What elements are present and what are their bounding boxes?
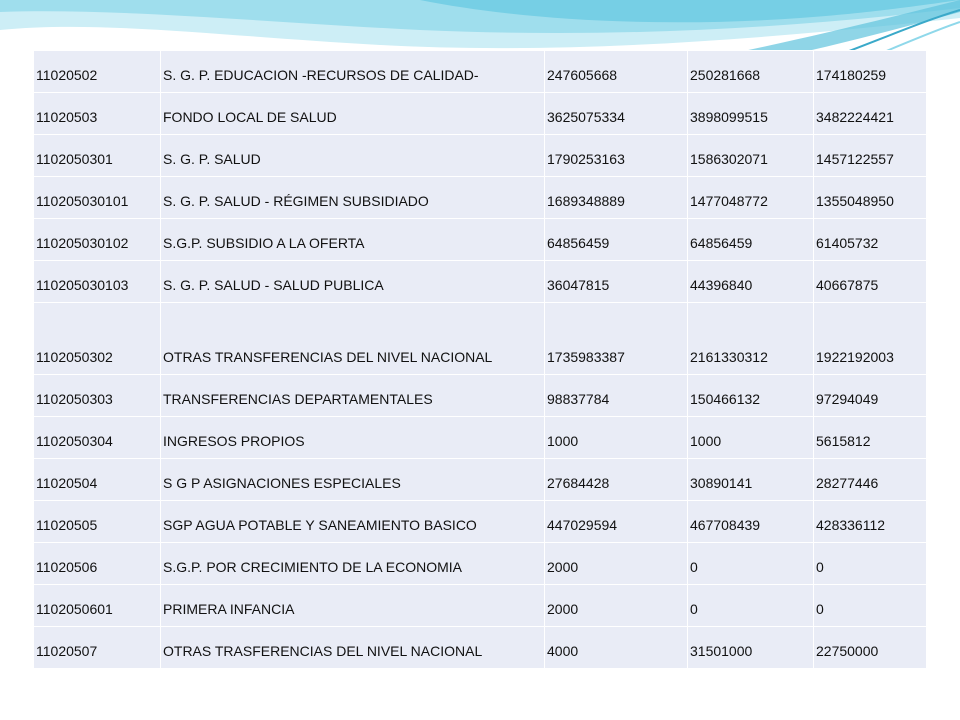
table-row	[34, 51, 927, 93]
value-1-cell: 247605668	[545, 51, 688, 93]
account-name-cell: S.G.P. POR CRECIMIENTO DE LA ECONOMIA	[161, 543, 545, 585]
table-row	[34, 303, 927, 375]
value-3-cell: 428336112	[814, 501, 927, 543]
account-name-cell: S. G. P. SALUD - SALUD PUBLICA	[161, 261, 545, 303]
account-code-cell: 110205030102	[34, 219, 161, 261]
value-1-cell: 27684428	[545, 459, 688, 501]
value-2-cell: 0	[688, 543, 814, 585]
value-2-cell: 2161330312	[688, 303, 814, 375]
account-name-cell: S G P ASIGNACIONES ESPECIALES	[161, 459, 545, 501]
value-3-cell: 1922192003	[814, 303, 927, 375]
table-row	[34, 543, 927, 585]
value-2-cell: 1586302071	[688, 135, 814, 177]
account-code-cell: 11020503	[34, 93, 161, 135]
value-3-cell: 97294049	[814, 375, 927, 417]
table-row	[34, 585, 927, 627]
account-name-cell: S.G.P. SUBSIDIO A LA OFERTA	[161, 219, 545, 261]
account-code-cell: 1102050601	[34, 585, 161, 627]
account-name-cell: PRIMERA INFANCIA	[161, 585, 545, 627]
account-name-cell: INGRESOS PROPIOS	[161, 417, 545, 459]
account-code-cell: 110205030101	[34, 177, 161, 219]
budget-table-container	[33, 50, 926, 669]
value-2-cell: 0	[688, 585, 814, 627]
account-code-cell: 11020502	[34, 51, 161, 93]
value-2-cell: 30890141	[688, 459, 814, 501]
value-2-cell: 467708439	[688, 501, 814, 543]
value-2-cell: 3898099515	[688, 93, 814, 135]
table-row	[34, 219, 927, 261]
value-1-cell: 2000	[545, 543, 688, 585]
value-3-cell: 22750000	[814, 627, 927, 669]
table-row	[34, 135, 927, 177]
value-2-cell: 64856459	[688, 219, 814, 261]
value-3-cell: 174180259	[814, 51, 927, 93]
table-row	[34, 459, 927, 501]
value-1-cell: 1000	[545, 417, 688, 459]
value-1-cell: 4000	[545, 627, 688, 669]
table-row	[34, 177, 927, 219]
table-row	[34, 417, 927, 459]
value-2-cell: 250281668	[688, 51, 814, 93]
account-code-cell: 11020504	[34, 459, 161, 501]
table-row	[34, 501, 927, 543]
value-1-cell: 98837784	[545, 375, 688, 417]
account-name-cell: TRANSFERENCIAS DEPARTAMENTALES	[161, 375, 545, 417]
account-name-cell: SGP AGUA POTABLE Y SANEAMIENTO BASICO	[161, 501, 545, 543]
account-name-cell: FONDO LOCAL DE SALUD	[161, 93, 545, 135]
account-name-cell: OTRAS TRASFERENCIAS DEL NIVEL NACIONAL	[161, 627, 545, 669]
account-code-cell: 110205030103	[34, 261, 161, 303]
value-2-cell: 1000	[688, 417, 814, 459]
value-1-cell: 1790253163	[545, 135, 688, 177]
value-3-cell: 61405732	[814, 219, 927, 261]
account-code-cell: 1102050304	[34, 417, 161, 459]
value-1-cell: 36047815	[545, 261, 688, 303]
table-row	[34, 375, 927, 417]
value-3-cell: 5615812	[814, 417, 927, 459]
account-code-cell: 1102050301	[34, 135, 161, 177]
account-code-cell: 11020507	[34, 627, 161, 669]
value-2-cell: 44396840	[688, 261, 814, 303]
value-1-cell: 1735983387	[545, 303, 688, 375]
table-row	[34, 93, 927, 135]
table-row	[34, 627, 927, 669]
account-code-cell: 1102050302	[34, 303, 161, 375]
account-code-cell: 11020505	[34, 501, 161, 543]
value-1-cell: 64856459	[545, 219, 688, 261]
value-3-cell: 0	[814, 543, 927, 585]
value-2-cell: 31501000	[688, 627, 814, 669]
value-3-cell: 40667875	[814, 261, 927, 303]
account-code-cell: 11020506	[34, 543, 161, 585]
account-name-cell: S. G. P. SALUD	[161, 135, 545, 177]
value-1-cell: 447029594	[545, 501, 688, 543]
value-3-cell: 1355048950	[814, 177, 927, 219]
value-1-cell: 3625075334	[545, 93, 688, 135]
value-3-cell: 3482224421	[814, 93, 927, 135]
account-name-cell: OTRAS TRANSFERENCIAS DEL NIVEL NACIONAL	[161, 303, 545, 375]
account-name-cell: S. G. P. SALUD - RÉGIMEN SUBSIDIADO	[161, 177, 545, 219]
value-2-cell: 1477048772	[688, 177, 814, 219]
value-3-cell: 0	[814, 585, 927, 627]
account-code-cell: 1102050303	[34, 375, 161, 417]
budget-table	[33, 50, 927, 669]
value-1-cell: 1689348889	[545, 177, 688, 219]
account-name-cell: S. G. P. EDUCACION -RECURSOS DE CALIDAD-	[161, 51, 545, 93]
value-3-cell: 28277446	[814, 459, 927, 501]
value-1-cell: 2000	[545, 585, 688, 627]
value-3-cell: 1457122557	[814, 135, 927, 177]
value-2-cell: 150466132	[688, 375, 814, 417]
table-row	[34, 261, 927, 303]
